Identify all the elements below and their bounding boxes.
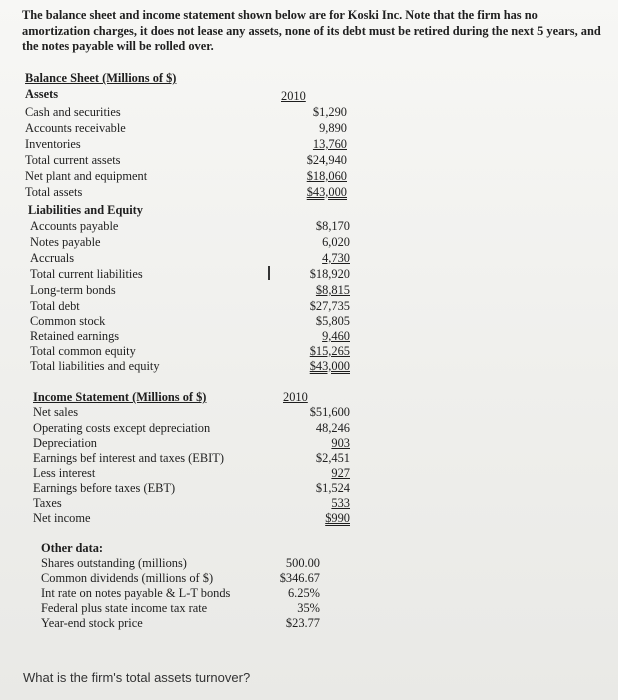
other-data-title: Other data:: [41, 541, 104, 555]
income-statement-year: 2010: [283, 390, 308, 404]
problem-intro: The balance sheet and income statement shown below are for Koski Inc. Note that the firm has no amortization charges, it does not lease any assets, none of its debt must be retired during the next 5 years, and the notes payable will be rolled over.: [22, 8, 601, 53]
balance-sheet-year: 2010: [281, 89, 306, 103]
income-statement-title: Income Statement (Millions of $): [33, 390, 207, 404]
balance-sheet-title: Balance Sheet (Millions of $): [25, 71, 177, 85]
assets-heading: Assets: [25, 87, 59, 101]
question-text: What is the firm's total assets turnover?: [23, 670, 251, 685]
liabilities-heading: Liabilities and Equity: [28, 203, 143, 217]
text-cursor: [268, 266, 270, 280]
